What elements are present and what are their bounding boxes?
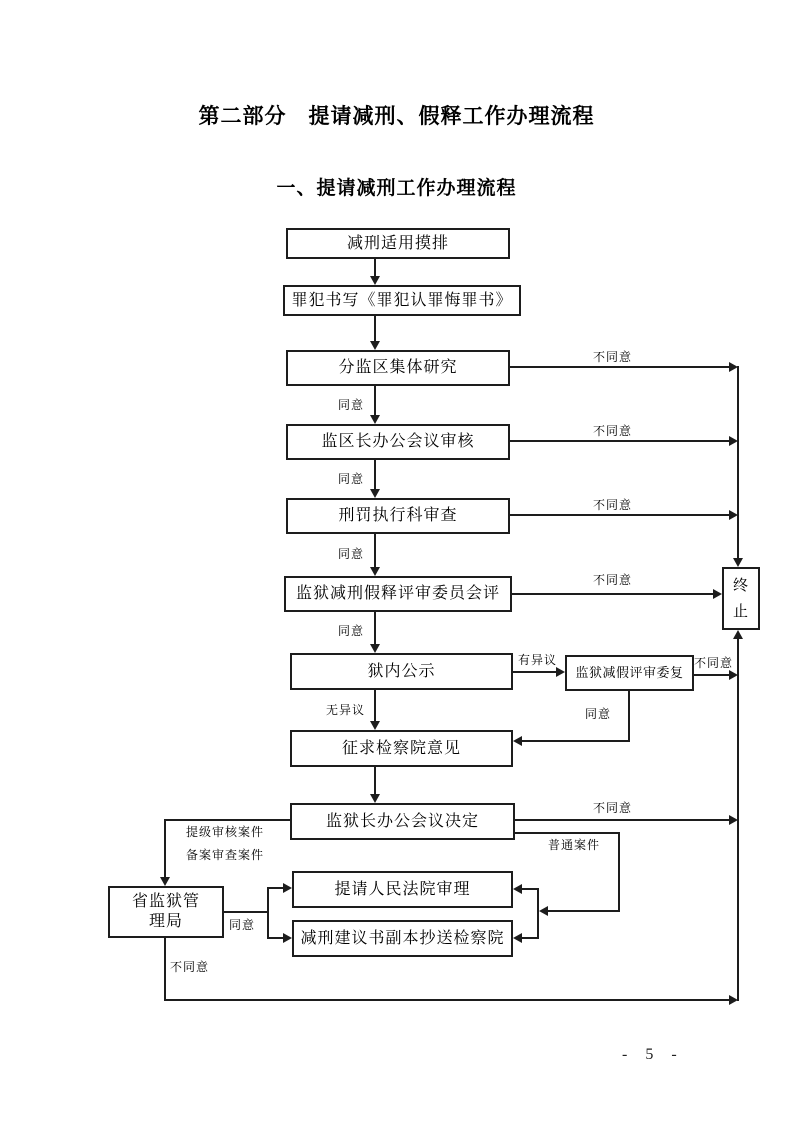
terminate-rail-lower-line (737, 639, 739, 1001)
label-agree: 同意 (585, 707, 612, 721)
section-title: 一、提请减刑工作办理流程 (276, 178, 517, 199)
label-agree: 同意 (338, 624, 365, 638)
arrow-right-icon (283, 933, 292, 943)
node-copy-to-procuratorate: 减刑建议书副本抄送检察院 (292, 920, 513, 957)
edge-bottom-hline (164, 999, 730, 1001)
label-disagree: 不同意 (170, 960, 210, 974)
edge-ordinary-vline (618, 832, 620, 912)
edge-ordinary-branch-vline (537, 888, 539, 939)
edge-procuratorate-warden-line (374, 767, 376, 795)
edge-bureau-agree-hline (224, 911, 269, 913)
label-disagree: 不同意 (593, 573, 633, 587)
arrow-right-icon (729, 995, 738, 1005)
label-agree: 同意 (338, 547, 365, 561)
edge-bureau-disagree-vline (164, 938, 166, 1001)
label-disagree: 不同意 (694, 656, 734, 670)
label-agree: 同意 (338, 398, 365, 412)
edge-warden-escalate-hline (164, 819, 290, 821)
edge-penalty-disagree-line (510, 514, 730, 516)
edge-ordinary-mid-hline (548, 910, 620, 912)
node-penalty-section: 刑罚执行科审查 (286, 498, 510, 534)
node-prison-committee: 监狱减刑假释评审委员会评 (284, 576, 512, 612)
edge-subward-disagree-line (510, 366, 730, 368)
arrow-down-icon (370, 276, 380, 285)
edge-bureau-agree-vline (267, 887, 269, 939)
edge-confession-subward-line (374, 316, 376, 342)
arrow-left-icon (513, 884, 522, 894)
arrow-down-icon (370, 644, 380, 653)
edge-bureau-copy-stub (267, 937, 284, 939)
page-number: - 5 - (622, 1046, 684, 1063)
node-terminate: 终止 (722, 567, 760, 630)
arrow-down-icon (370, 415, 380, 424)
arrow-right-icon (283, 883, 292, 893)
arrow-up-icon (733, 630, 743, 639)
terminate-rail-upper-line (737, 366, 739, 558)
arrow-left-icon (539, 906, 548, 916)
node-confession: 罪犯书写《罪犯认罪悔罪书》 (283, 285, 521, 316)
edge-ordinary-copy-stub (522, 937, 538, 939)
edge-publicity-objection-line (513, 671, 557, 673)
node-provincial-bureau: 省监狱管理局 (108, 886, 224, 938)
label-agree: 同意 (229, 918, 256, 932)
edge-warden-disagree-line (515, 819, 730, 821)
edge-ward-disagree-line (510, 440, 730, 442)
arrow-down-icon (370, 721, 380, 730)
label-escalated-case: 提级审核案件 (186, 825, 265, 839)
edge-committee-publicity-line (374, 612, 376, 645)
arrow-down-icon (733, 558, 743, 567)
node-warden-meeting: 监狱长办公会议决定 (290, 803, 515, 840)
label-disagree: 不同意 (593, 350, 633, 364)
edge-ordinary-court-stub (522, 888, 538, 890)
node-ward-meeting: 监区长办公会议审核 (286, 424, 510, 460)
edge-warden-escalate-vline (164, 819, 166, 878)
arrow-down-icon (370, 341, 380, 350)
arrow-right-icon (556, 667, 565, 677)
arrow-left-icon (513, 933, 522, 943)
edge-bureau-court-stub (267, 887, 284, 889)
edge-publicity-procuratorate-line (374, 690, 376, 722)
edge-subward-ward-line (374, 386, 376, 416)
arrow-down-icon (160, 877, 170, 886)
label-objection: 有异议 (518, 653, 558, 667)
label-disagree: 不同意 (593, 424, 633, 438)
arrow-down-icon (370, 567, 380, 576)
node-procuratorate-opinion: 征求检察院意见 (290, 730, 513, 767)
label-no-objection: 无异议 (326, 703, 366, 717)
label-ordinary-case: 普通案件 (548, 838, 601, 852)
node-court-hearing: 提请人民法院审理 (292, 871, 513, 908)
arrow-left-icon (513, 736, 522, 746)
edge-recheck-agree-hline (522, 740, 630, 742)
label-disagree: 不同意 (593, 498, 633, 512)
edge-penalty-committee-line (374, 534, 376, 568)
edge-recheck-agree-vline (628, 691, 630, 742)
label-disagree: 不同意 (593, 801, 633, 815)
edge-committee-disagree-line (512, 593, 713, 595)
label-record-case: 备案审查案件 (186, 848, 265, 862)
label-agree: 同意 (338, 472, 365, 486)
edge-recheck-disagree-line (694, 674, 730, 676)
node-publicity: 狱内公示 (290, 653, 513, 690)
node-survey: 减刑适用摸排 (286, 228, 510, 259)
edge-survey-confession-line (374, 258, 376, 278)
arrow-right-icon (713, 589, 722, 599)
arrow-down-icon (370, 489, 380, 498)
edge-ordinary-top-hline (515, 832, 620, 834)
node-subward-study: 分监区集体研究 (286, 350, 510, 386)
arrow-down-icon (370, 794, 380, 803)
arrow-right-icon (729, 670, 738, 680)
page-title: 第二部分 提请减刑、假释工作办理流程 (198, 104, 595, 128)
node-committee-recheck: 监狱减假评审委复 (565, 655, 694, 691)
edge-ward-penalty-line (374, 460, 376, 490)
